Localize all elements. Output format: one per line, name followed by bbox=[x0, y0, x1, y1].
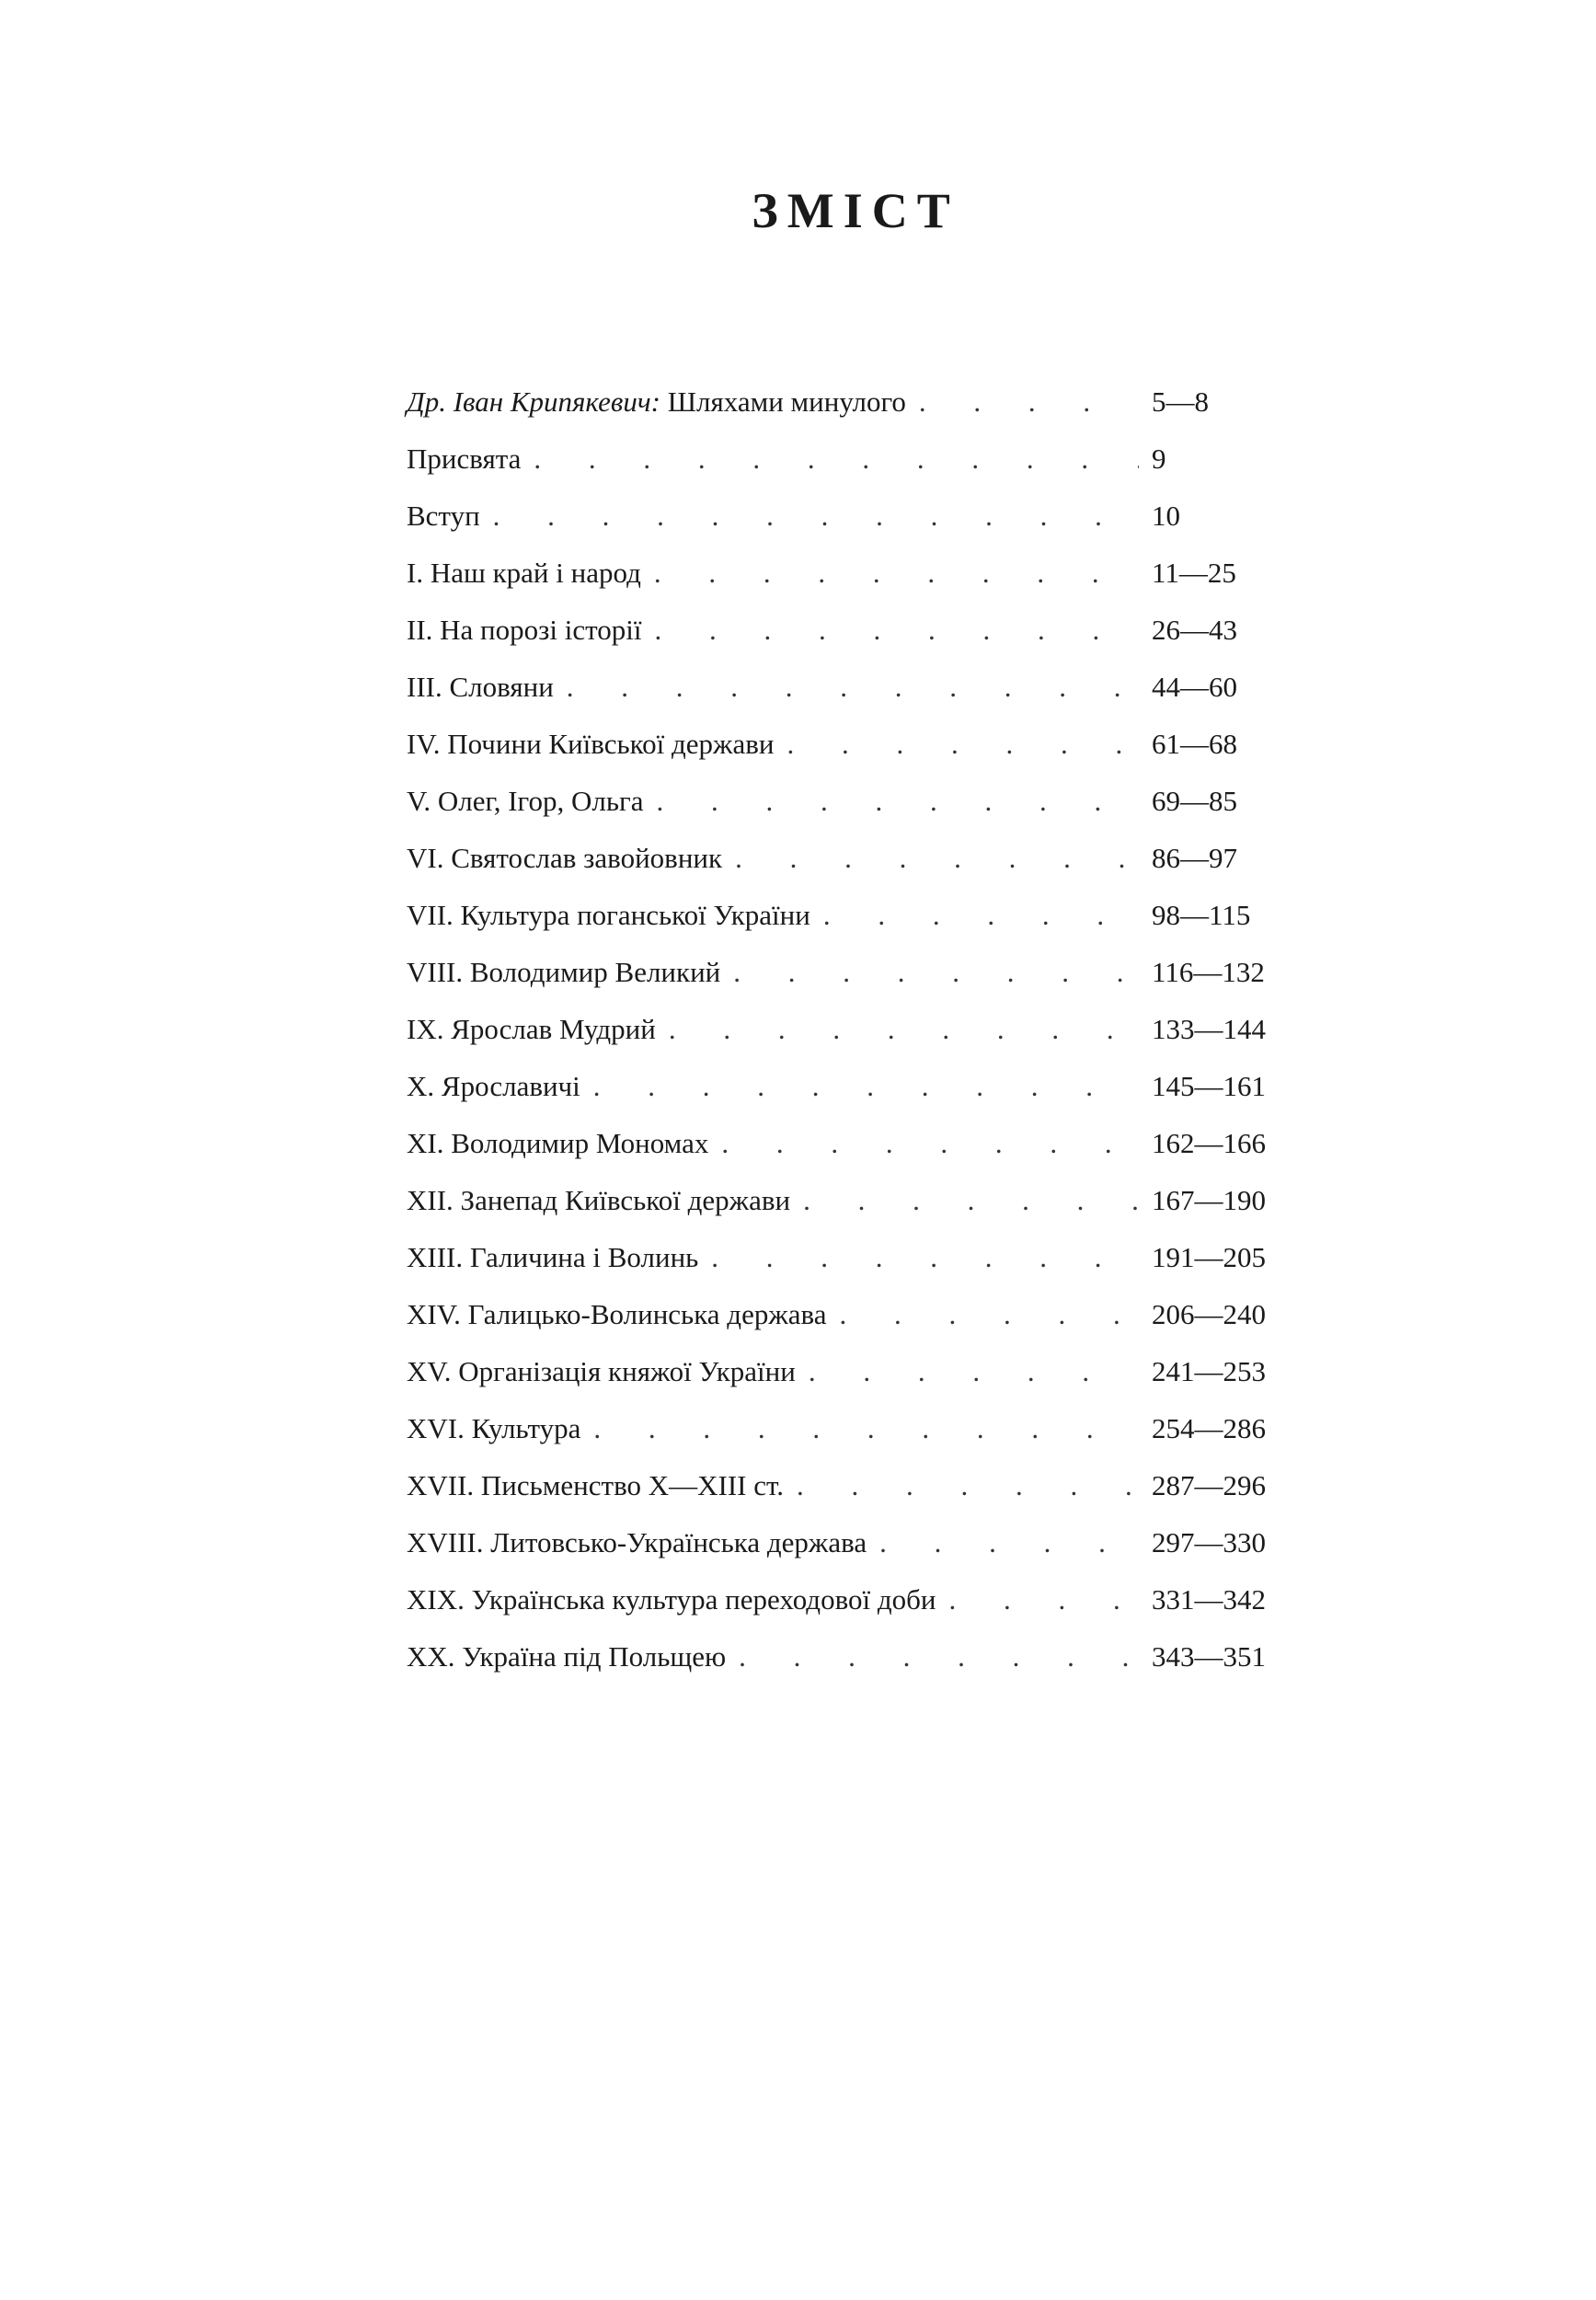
toc-entry-title bbox=[407, 1349, 796, 1395]
toc-entry-pages: 9 bbox=[1152, 443, 1166, 475]
toc-entry-pages: 10 bbox=[1152, 500, 1180, 532]
toc-entry-title bbox=[407, 1006, 656, 1052]
toc-entry bbox=[407, 493, 1290, 550]
toc-entry-pages: 241—253 bbox=[1152, 1355, 1266, 1387]
toc-entry-label: VII. Культура поганської України bbox=[407, 899, 810, 931]
dot-leader bbox=[593, 1406, 1139, 1452]
dot-leader bbox=[721, 1121, 1139, 1167]
toc-entry-title bbox=[407, 778, 643, 824]
toc-entry bbox=[407, 664, 1290, 721]
dot-leader bbox=[534, 436, 1139, 482]
toc-entry-label: XII. Занепад Київської держави bbox=[407, 1184, 791, 1216]
toc-entry-title bbox=[407, 550, 641, 596]
dot-leader bbox=[593, 1064, 1139, 1110]
dot-leader bbox=[654, 607, 1139, 653]
dot-leader bbox=[711, 1235, 1139, 1281]
dot-leader bbox=[949, 1577, 1140, 1623]
toc-entry bbox=[407, 1634, 1290, 1691]
toc-entry bbox=[407, 550, 1290, 607]
toc-entry bbox=[407, 1121, 1290, 1178]
toc-entry bbox=[407, 436, 1290, 493]
toc-entry bbox=[407, 1292, 1290, 1349]
dot-leader bbox=[669, 1006, 1139, 1052]
toc-entry bbox=[407, 1520, 1290, 1577]
toc-entry-title bbox=[407, 721, 774, 767]
toc-entry-pages: 343—351 bbox=[1152, 1640, 1266, 1673]
toc-entry-title bbox=[407, 1463, 784, 1509]
dot-leader bbox=[656, 778, 1139, 824]
toc-entry bbox=[407, 1463, 1290, 1520]
toc-entry-pages: 61—68 bbox=[1152, 728, 1237, 760]
toc-entry-label: III. Словяни bbox=[407, 671, 554, 703]
toc-entry-title bbox=[407, 493, 480, 539]
toc-entry bbox=[407, 721, 1290, 778]
toc-entry-title bbox=[407, 835, 722, 881]
toc-entry-title bbox=[407, 664, 554, 710]
dot-leader bbox=[654, 550, 1139, 596]
dot-leader bbox=[739, 1634, 1139, 1680]
toc-entry-label: XI. Володимир Мономах bbox=[407, 1127, 709, 1159]
dot-leader bbox=[879, 1520, 1139, 1566]
toc-entry-label: IX. Ярослав Мудрий bbox=[407, 1013, 656, 1045]
toc-entry-label: X. Ярославичі bbox=[407, 1070, 580, 1102]
toc-entry-label: XVII. Письменство X—XIII ст. bbox=[407, 1469, 784, 1501]
dot-leader bbox=[787, 721, 1139, 767]
toc-entry-label: Шляхами минулого bbox=[667, 385, 906, 418]
toc-entry-pages: 86—97 bbox=[1152, 842, 1237, 874]
dot-leader bbox=[493, 493, 1139, 539]
toc-entry bbox=[407, 1006, 1290, 1064]
toc-entry-pages: 331—342 bbox=[1152, 1583, 1266, 1616]
toc-entry-pages: 69—85 bbox=[1152, 785, 1237, 817]
dot-leader bbox=[803, 1178, 1139, 1224]
toc-entry bbox=[407, 1178, 1290, 1235]
toc-entry-label: XIII. Галичина і Волинь bbox=[407, 1241, 699, 1273]
toc-entry bbox=[407, 1406, 1290, 1463]
toc-entry-author: Др. Іван Крипякевич: bbox=[407, 385, 660, 418]
toc-entry-pages: 5—8 bbox=[1152, 385, 1209, 418]
toc-entry-pages: 26—43 bbox=[1152, 614, 1237, 646]
dot-leader bbox=[809, 1349, 1139, 1395]
toc-entry-title bbox=[407, 892, 810, 938]
toc-entry bbox=[407, 1577, 1290, 1634]
toc-entry-pages: 44—60 bbox=[1152, 671, 1237, 703]
toc-entry bbox=[407, 835, 1290, 892]
toc-entry-title bbox=[407, 1064, 580, 1110]
toc-entry-label: XX. Україна під Польщею bbox=[407, 1640, 727, 1673]
toc-entry-title bbox=[407, 1577, 936, 1623]
toc-entry-label: Присвята bbox=[407, 443, 522, 475]
dot-leader bbox=[919, 379, 1139, 425]
toc-entry-title bbox=[407, 1406, 580, 1452]
toc-entry-title bbox=[407, 1520, 867, 1566]
toc-entry-label: V. Олег, Ігор, Ольга bbox=[407, 785, 644, 817]
toc-entry bbox=[407, 1235, 1290, 1292]
toc-entry-label: VIII. Володимир Великий bbox=[407, 956, 721, 988]
toc-entry-label: XV. Організація княжої України bbox=[407, 1355, 796, 1387]
toc-entry bbox=[407, 379, 1290, 436]
toc-entry-title bbox=[407, 379, 906, 425]
page-title: ЗМІСТ bbox=[752, 183, 959, 238]
toc-entry-title bbox=[407, 1178, 790, 1224]
toc-entry-label: VI. Святослав завойовник bbox=[407, 842, 723, 874]
toc-entry-label: XIX. Українська культура переходової доби bbox=[407, 1583, 936, 1616]
toc-entry-label: I. Наш край і народ bbox=[407, 557, 641, 589]
toc-entry-title bbox=[407, 1121, 708, 1167]
dot-leader bbox=[797, 1463, 1139, 1509]
toc-entry-label: XVI. Культура bbox=[407, 1412, 581, 1444]
toc-entry bbox=[407, 607, 1290, 664]
toc-entry-pages: 133—144 bbox=[1152, 1013, 1266, 1045]
toc-entry-pages: 162—166 bbox=[1152, 1127, 1266, 1159]
toc-entry-pages: 254—286 bbox=[1152, 1412, 1266, 1444]
toc-entry-label: XIV. Галицько-Волинська держава bbox=[407, 1298, 827, 1330]
toc-entry-pages: 116—132 bbox=[1152, 956, 1265, 988]
toc-entry-title bbox=[407, 436, 521, 482]
dot-leader bbox=[735, 835, 1139, 881]
toc-entry-pages: 11—25 bbox=[1152, 557, 1236, 589]
toc-entry bbox=[407, 778, 1290, 835]
dot-leader bbox=[823, 892, 1139, 938]
table-of-contents bbox=[407, 379, 1290, 1691]
toc-entry-label: IV. Почини Київської держави bbox=[407, 728, 775, 760]
toc-entry-pages: 98—115 bbox=[1152, 899, 1251, 931]
toc-entry-pages: 145—161 bbox=[1152, 1070, 1266, 1102]
toc-entry-label: II. На порозі історії bbox=[407, 614, 642, 646]
toc-entry-title bbox=[407, 1235, 698, 1281]
toc-entry-pages: 191—205 bbox=[1152, 1241, 1266, 1273]
toc-entry bbox=[407, 1349, 1290, 1406]
toc-entry-title bbox=[407, 1634, 726, 1680]
toc-entry-pages: 206—240 bbox=[1152, 1298, 1266, 1330]
toc-entry-pages: 287—296 bbox=[1152, 1469, 1266, 1501]
toc-entry-title bbox=[407, 949, 720, 995]
toc-entry bbox=[407, 1064, 1290, 1121]
toc-entry-label: XVIII. Литовсько-Українська держава bbox=[407, 1526, 867, 1558]
dot-leader bbox=[840, 1292, 1140, 1338]
toc-entry-title bbox=[407, 607, 641, 653]
toc-entry-title bbox=[407, 1292, 827, 1338]
toc-entry bbox=[407, 892, 1290, 949]
toc-entry bbox=[407, 949, 1290, 1006]
toc-entry-pages: 167—190 bbox=[1152, 1184, 1266, 1216]
dot-leader bbox=[567, 664, 1139, 710]
toc-entry-pages: 297—330 bbox=[1152, 1526, 1266, 1558]
toc-entry-label: Вступ bbox=[407, 500, 480, 532]
dot-leader bbox=[733, 949, 1139, 995]
